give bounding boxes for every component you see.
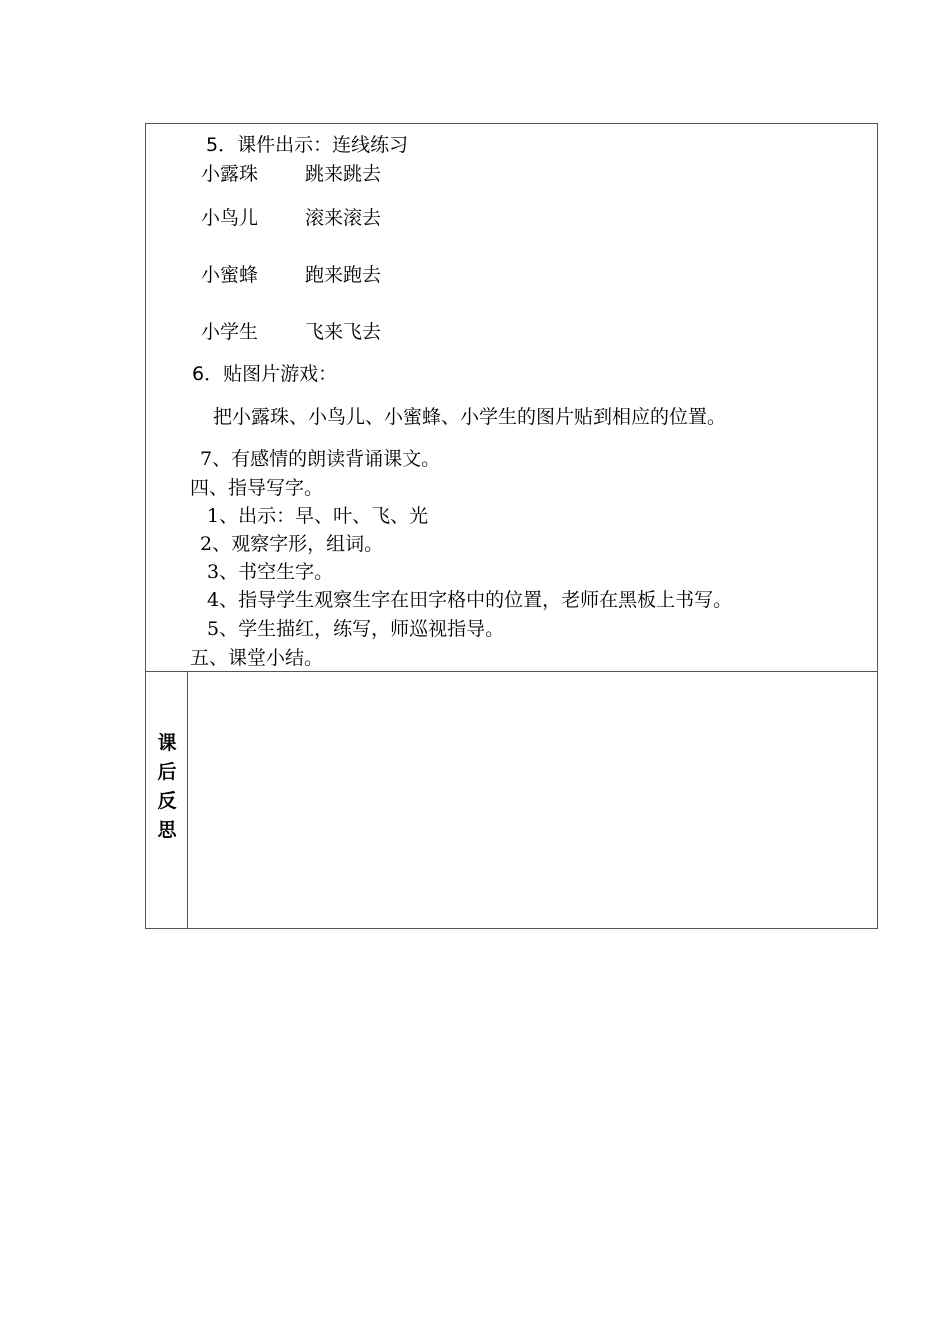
reflection-row: [146, 672, 877, 929]
section-6-number: 6: [192, 363, 205, 385]
section-6-text: ．贴图片游戏：: [204, 363, 338, 385]
part-4-heading: 四、指导写字。: [190, 477, 324, 499]
reflection-label: [146, 729, 188, 845]
matching-right-item: 飞来飞去: [305, 321, 382, 343]
section-5-number: 5: [206, 134, 219, 156]
reflection-label-char: 后: [157, 761, 177, 783]
section-7-line: 7、有感情的朗读背诵课文。: [200, 448, 441, 470]
reflection-label-char: 反: [157, 790, 177, 812]
reflection-label-cell: [146, 672, 188, 929]
matching-right-item: 跳来跳去: [305, 163, 382, 185]
matching-right-item: 滚来滚去: [305, 207, 382, 229]
section-6-line: [192, 362, 337, 386]
part-4-step: 3、书空生字。: [207, 561, 334, 583]
part-4-step: 1、出示：早、叶、飞、光: [207, 505, 429, 527]
reflection-label-char: 思: [157, 819, 177, 841]
lesson-plan-table: [145, 123, 878, 929]
matching-left-item: 小蜜蜂: [201, 264, 259, 286]
reflection-content-cell: [188, 672, 877, 929]
part-4-step: 2、观察字形，组词。: [200, 533, 384, 555]
part-4-step: 4、指导学生观察生字在田字格中的位置，老师在黑板上书写。: [207, 589, 733, 611]
section-5-text: ．课件出示：连线练习: [218, 134, 409, 156]
matching-left-item: 小学生: [201, 321, 259, 343]
part-5-heading: 五、课堂小结。: [190, 647, 324, 669]
matching-right-item: 跑来跑去: [305, 264, 382, 286]
section-5-line: [206, 133, 408, 157]
matching-left-item: 小露珠: [201, 163, 259, 185]
reflection-label-char: 课: [157, 732, 177, 754]
part-4-step: 5、学生描红，练写，师巡视指导。: [207, 618, 505, 640]
teaching-steps-cell: [146, 124, 877, 672]
section-6-detail: 把小露珠、小鸟儿、小蜜蜂、小学生的图片贴到相应的位置。: [213, 406, 727, 428]
matching-left-item: 小鸟儿: [201, 207, 259, 229]
